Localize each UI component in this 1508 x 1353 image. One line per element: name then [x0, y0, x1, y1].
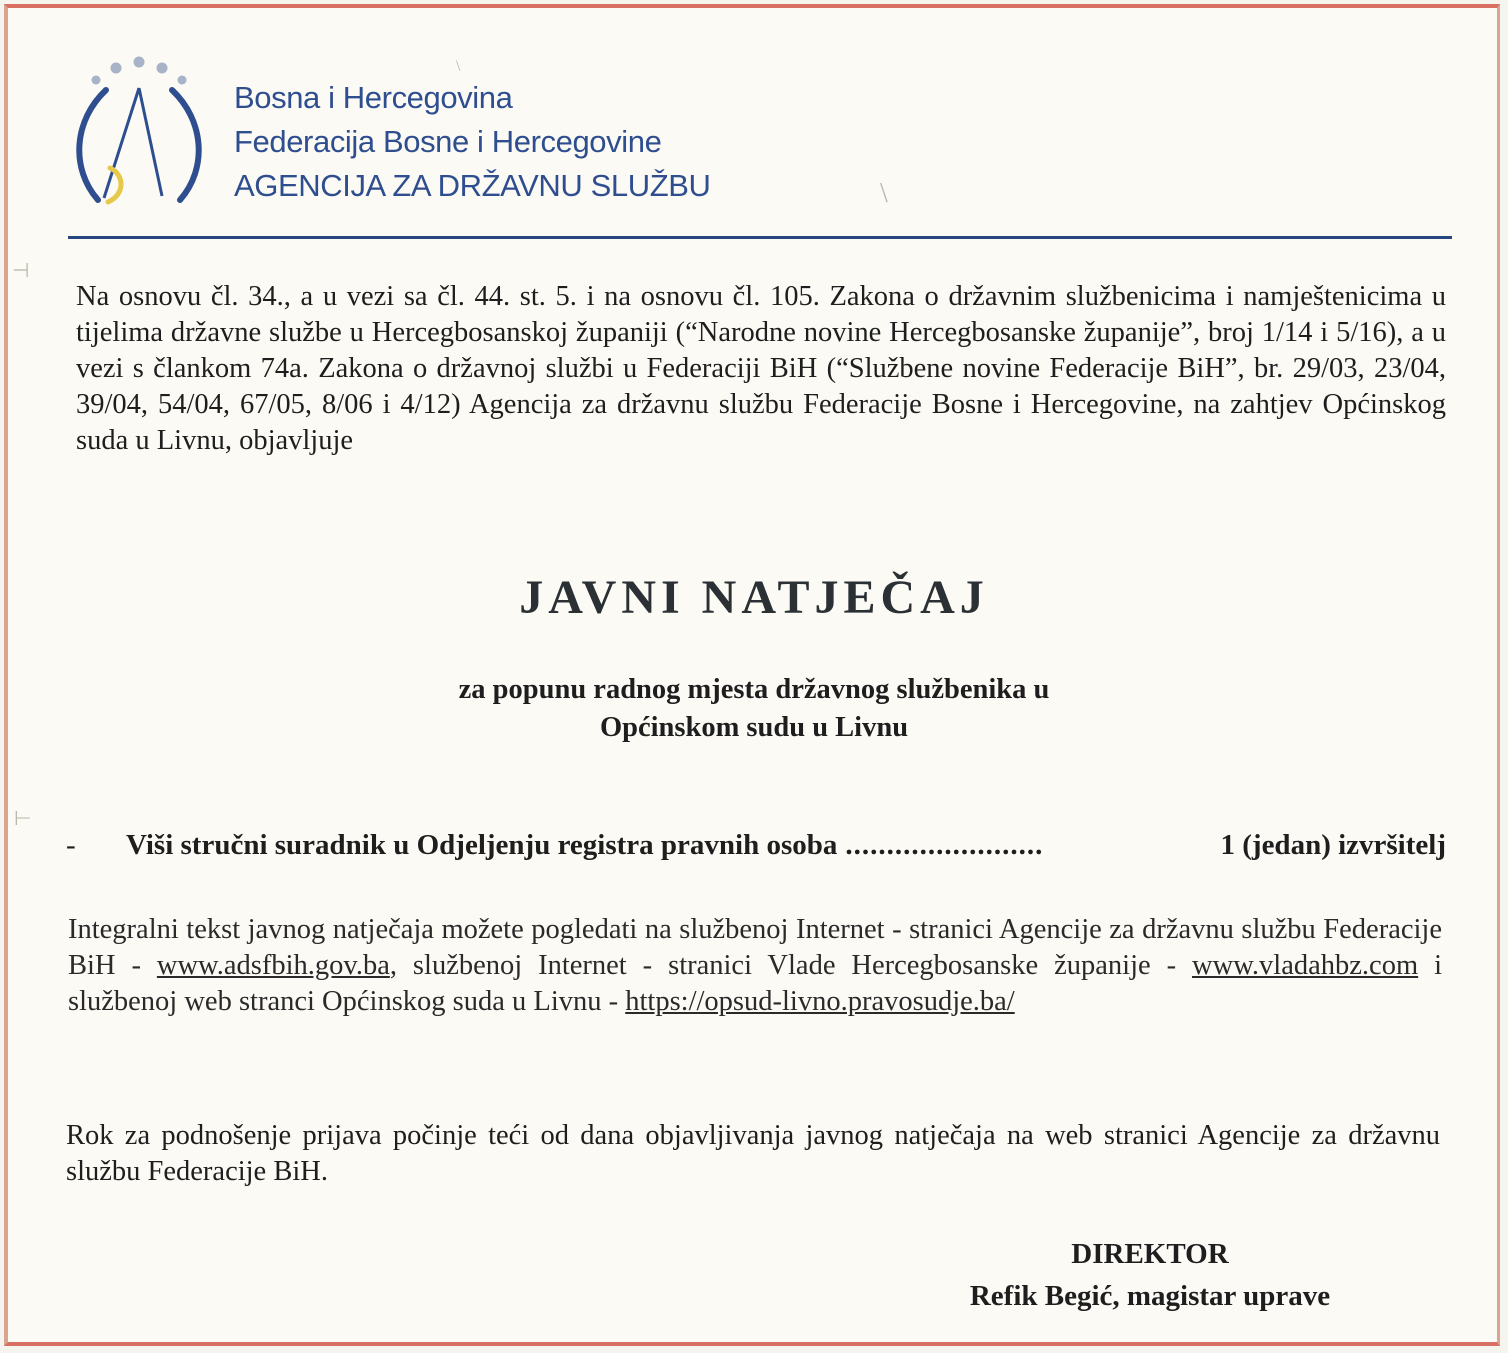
integral-text: Integralni tekst javnog natječaja možete pogledati na službenoj Internet - stranici Agencije za državnu službu Federacije BiH -: [68, 914, 1442, 981]
country-name: Bosna i Hercegovina: [234, 80, 513, 115]
notice-subtitle-line: za popunu radnog mjesta državnog službenika u: [458, 674, 1050, 705]
integral-text: i službenoj web stranci Općinskog suda u Livnu -: [68, 950, 1442, 1017]
integral-text: , službenoj Internet - stranici Vlade Hercegbosanske županije -: [389, 950, 1193, 981]
federation-name: Federacija Bosne i Hercegovine: [234, 124, 662, 159]
position-name: Viši stručni suradnik u Odjeljenju registra pravnih osoba: [126, 829, 838, 861]
agency-website-link[interactable]: www.adsfbih.gov.ba: [156, 950, 390, 981]
notice-subtitle: [0, 671, 1508, 747]
header-divider: [68, 236, 1452, 239]
signature-title: DIREKTOR: [1071, 1238, 1229, 1270]
position-entry: [66, 829, 1446, 862]
position-count: 1 (jedan) izvršitelj: [1220, 829, 1446, 861]
edge-mark: ⊣: [12, 260, 30, 282]
notice-title: JAVNI NATJEČAJ: [519, 571, 989, 624]
court-website-link[interactable]: https://opsud-livno.pravosudje.ba/: [625, 986, 1015, 1017]
agency-name-block: [234, 76, 711, 208]
agency-name: AGENCIJA ZA DRŽAVNU SLUŽBU: [234, 168, 711, 203]
edge-mark: ⊢: [14, 808, 32, 830]
signature-name: Refik Begić, magistar uprave: [969, 1280, 1331, 1312]
list-dash: -: [66, 829, 76, 861]
government-website-link[interactable]: www.vladahbz.com: [1192, 950, 1419, 981]
signature-block: [930, 1233, 1370, 1317]
agency-header: [64, 46, 1454, 242]
integral-text-paragraph: [68, 912, 1442, 1020]
deadline-paragraph: Rok za podnošenje prijava počinje teći od dana objavljivanja javnog natječaja na web stranici Agencije za državnu službu Federacije BiH.: [66, 1120, 1440, 1187]
leader-dots: ........................: [845, 829, 1044, 861]
intro-paragraph: Na osnovu čl. 34., a u vezi sa čl. 44. st. 5. i na osnovu čl. 105. Zakona o državnim službenicima i namještenicima u tijelima državne službe u Hercegbosanskoj županiji (“Narodne novine Hercegbosanske županije”, broj 1/14 i 5/16), a u vezi s člankom 74a. Zakona o državnoj službi u Federaciji BiH (“Službene novine Federacije BiH”, br. 29/03, 23/04, 39/04, 54/04, 67/05, 8/06 i 4/12) Agencija za državnu službu Federacije Bosne i Hercegovine, na zahtjev Općinskog suda u Livnu, objavljuje: [76, 281, 1446, 456]
ink-speck: \: [880, 178, 888, 209]
ink-speck: \: [456, 58, 461, 75]
notice-subtitle-line: Općinskom sudu u Livnu: [599, 712, 909, 743]
agency-logo-icon: [64, 50, 214, 210]
